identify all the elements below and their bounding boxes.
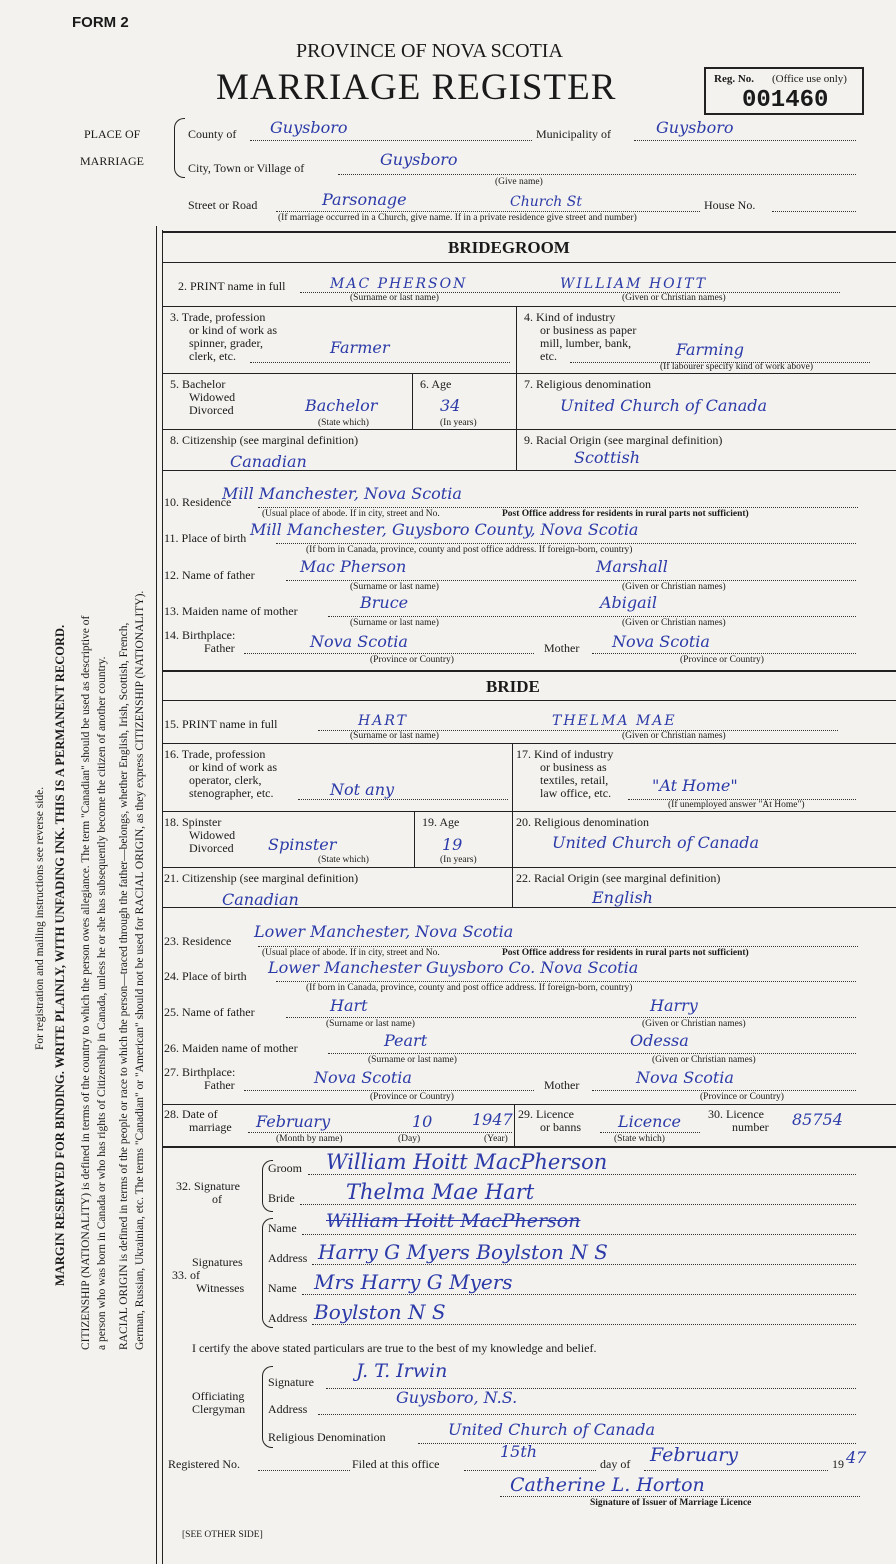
birth-caption: (If born in Canada, province, county and post office address. If foreign-born, country) [306,545,633,555]
date-label-1: 28. Date of [164,1107,218,1121]
groom-signature: William Hoitt MacPherson [326,1150,608,1174]
age-caption: (In years) [440,418,477,428]
groom-industry-label-4: etc. [540,349,557,363]
day-of-label: day of [600,1457,631,1471]
bride-signature: Thelma Mae Hart [346,1180,535,1204]
city-value: Guysboro [380,150,458,169]
bride-state-caption: (State which) [318,855,369,865]
bride-trade-label-3: operator, clerk, [189,773,262,787]
residence-caption-bold: Post Office address for residents in rural parts not sufficient) [502,509,749,519]
groom-status-label-3: Divorced [189,403,234,417]
filed-year: 47 [846,1448,867,1467]
licence-caption: (State which) [614,1134,665,1144]
groom-birth-label: 11. Place of birth [164,531,247,545]
groom-trade: Farmer [330,338,390,357]
bp-mother-caption: (Province or Country) [680,655,764,665]
bride-father-label: 25. Name of father [164,1005,255,1019]
province-title: PROVINCE OF NOVA SCOTIA [296,40,563,62]
county-value: Guysboro [270,118,348,137]
bride-industry: "At Home" [652,776,738,795]
bride-trade: Not any [330,780,395,799]
marriage-label: MARRIAGE [80,154,145,168]
groom-name-label: 2. PRINT name in full [178,279,286,293]
bride-racial-label: 22. Racial Origin (see marginal definition) [516,871,721,885]
bride-industry-label-1: 17. Kind of industry [516,747,614,761]
bride-industry-label-4: law office, etc. [540,786,612,800]
bride-given-caption: (Given or Christian names) [622,731,726,741]
witness-label-1: Signatures [192,1255,243,1269]
groom-trade-label-3: spinner, grader, [189,336,264,350]
groom-industry-label-3: mill, lumber, bank, [540,336,632,350]
bride-mother-label: 26. Maiden name of mother [164,1041,298,1055]
street-value-2: Church St [510,194,582,210]
groom-sig-label: Groom [268,1161,302,1175]
bride-industry-label-3: textiles, retail, [540,773,609,787]
place-label: PLACE OF [84,127,141,141]
bridegroom-heading: BRIDEGROOM [448,238,570,257]
year-prefix: 19 [832,1457,844,1471]
bride-father-given-caption: (Given or Christian names) [642,1019,746,1029]
side-note-4: a person who was born in Canada or who has rights of Citizenship in Canada, unless he or she has subsequently become the citizen of another country. [96,656,108,1350]
reg-number: 001460 [742,87,829,114]
date-label-2: marriage [189,1120,232,1134]
bride-surname: HART [358,713,408,729]
bride-status: Spinster [268,835,337,854]
side-note-3: CITIZENSHIP (NATIONALITY) is defined in terms of the country to which the person owes allegiance. The term "Canadian" should be used as descriptive of [80,615,92,1350]
groom-racial: Scottish [574,448,641,467]
side-note-6: German, Russian, Ukrainian, etc. The terms "Canadian" or "American" should not be used for RACIAL ORIGIN, as they express CITIZENSHIP (NATIONALITY). [134,590,146,1350]
bride-citizenship-label: 21. Citizenship (see marginal definition) [164,871,359,885]
groom-industry: Farming [676,340,745,359]
filed-day: 15th [500,1442,538,1461]
clergy-label-1: Officiating [192,1389,245,1403]
bride-birth: Lower Manchester Guysboro Co. Nova Scotia [268,958,639,977]
bride-trade-label-1: 16. Trade, profession [164,747,266,761]
bride-mother-given: Odessa [630,1031,689,1050]
groom-given: WILLIAM HOITT [560,276,708,292]
reg-no-box [704,67,864,115]
clergy-label-2: Clergyman [192,1402,246,1416]
surname-caption: (Surname or last name) [350,293,439,303]
w1-address: Harry G Myers Boylston N S [318,1240,608,1264]
bride-father-given: Harry [650,996,698,1015]
county-label: County of [188,127,237,141]
groom-bp-father: Nova Scotia [310,632,408,651]
groom-religion: United Church of Canada [560,396,768,415]
bride-surname-caption: (Surname or last name) [350,731,439,741]
w2-address: Boylston N S [314,1300,446,1324]
w2-name: Mrs Harry G Myers [314,1270,513,1294]
licence-number: 85754 [792,1110,843,1129]
bride-residence: Lower Manchester, Nova Scotia [254,922,514,941]
groom-bp-father-label: Father [204,641,235,655]
municipality-label: Municipality of [536,127,611,141]
groom-status: Bachelor [305,396,378,415]
groom-mother-label: 13. Maiden name of mother [164,604,298,618]
registered-label: Registered No. [168,1457,240,1471]
bride-mother-given-caption: (Given or Christian names) [652,1055,756,1065]
groom-age-label: 6. Age [420,377,452,391]
municipality-value: Guysboro [656,118,734,137]
bride-birth-label: 24. Place of birth [164,969,247,983]
number-label-2: number [732,1120,769,1134]
licence-label-1: 29. Licence [518,1107,574,1121]
issuer-caption: Signature of Issuer of Marriage Licence [590,1498,752,1508]
bride-bp-father-caption: (Province or Country) [370,1092,454,1102]
clergy-sig-label: Signature [268,1375,314,1389]
groom-residence: Mill Manchester, Nova Scotia [222,484,462,503]
w1-name: William Hoitt MacPherson [326,1210,581,1232]
groom-residence-label: 10. Residence [164,495,232,509]
filed-label: Filed at this office [352,1457,440,1471]
father-given-caption: (Given or Christian names) [622,582,726,592]
father-surname-caption: (Surname or last name) [350,582,439,592]
bride-birth-caption: (If born in Canada, province, county and post office address. If foreign-born, country) [306,983,633,993]
marriage-day: 10 [412,1112,433,1131]
bride-racial: English [592,888,653,907]
marriage-year: 1947 [472,1110,513,1129]
groom-industry-label-2: or business as paper [540,323,637,337]
bride-industry-label-2: or business as [540,760,607,774]
bride-sig-label: Bride [268,1191,295,1205]
place-brace [174,118,185,178]
witness-label-3: Witnesses [196,1281,245,1295]
groom-father-label: 12. Name of father [164,568,255,582]
groom-bp-label: 14. Birthplace: [164,628,236,642]
bride-status-label-1: 18. Spinster [164,815,222,829]
bride-bp-mother-caption: (Province or Country) [700,1092,784,1102]
month-caption: (Month by name) [276,1134,343,1144]
groom-birth: Mill Manchester, Guysboro County, Nova Scotia [250,520,639,539]
bride-age: 19 [442,835,463,854]
given-caption: (Given or Christian names) [622,293,726,303]
bride-bp-mother-label: Mother [544,1078,580,1092]
bride-father-surname: Hart [330,996,368,1015]
bride-bp-father: Nova Scotia [314,1068,412,1087]
filed-month: February [650,1444,739,1466]
groom-age: 34 [440,396,461,415]
bride-trade-label-2: or kind of work as [189,760,277,774]
w1-name-label: Name [268,1221,297,1235]
bride-given: THELMA MAE [552,713,677,729]
house-label: House No. [704,198,756,212]
bride-mother-surname-caption: (Surname or last name) [368,1055,457,1065]
number-label-1: 30. Licence [708,1107,764,1121]
bride-residence-label: 23. Residence [164,934,232,948]
bride-bp-mother: Nova Scotia [636,1068,734,1087]
mother-surname-caption: (Surname or last name) [350,618,439,628]
side-note-2: MARGIN RESERVED FOR BINDING. WRITE PLAINLY, WITH UNFADING INK. THIS IS A PERMANENT RECORD. [53,624,67,1286]
residence-caption: (Usual place of abode. If in city, street and No. [262,509,440,519]
groom-status-label-1: 5. Bachelor [170,377,226,391]
day-caption: (Day) [398,1134,421,1144]
bride-bp-label: 27. Birthplace: [164,1065,236,1079]
street-value-1: Parsonage [322,190,407,209]
form-label: FORM 2 [72,14,129,31]
groom-trade-label-4: clerk, etc. [189,349,236,363]
groom-status-label-2: Widowed [189,390,236,404]
street-label: Street or Road [188,198,258,212]
bride-residence-caption-bold: Post Office address for residents in rural parts not sufficient) [502,948,749,958]
groom-citizenship-label: 8. Citizenship (see marginal definition) [170,433,359,447]
issuer-signature: Catherine L. Horton [510,1474,705,1496]
see-other-side: [SEE OTHER SIDE] [182,1530,263,1540]
city-label: City, Town or Village of [188,161,305,175]
bride-religion-label: 20. Religious denomination [516,815,649,829]
licence-value: Licence [618,1112,681,1131]
bride-status-label-2: Widowed [189,828,236,842]
bride-age-label: 19. Age [422,815,460,829]
marriage-month: February [256,1112,331,1131]
bride-heading: BRIDE [486,677,540,696]
bride-mother-surname: Peart [384,1031,428,1050]
street-caption: (If marriage occurred in a Church, give name. If in a private residence give street and number) [278,213,637,223]
state-caption: (State which) [318,418,369,428]
bride-age-caption: (In years) [440,855,477,865]
bride-industry-caption: (If unemployed answer "At Home") [668,800,805,810]
bride-father-surname-caption: (Surname or last name) [326,1019,415,1029]
witness-label-2: 33. of [172,1268,200,1282]
bride-trade-label-4: stenographer, etc. [189,786,274,800]
sig-label-2: of [212,1192,222,1206]
groom-surname: MAC PHERSON [330,276,468,292]
give-name-caption: (Give name) [495,177,543,187]
w1-address-label: Address [268,1251,308,1265]
groom-trade-label-1: 3. Trade, profession [170,310,266,324]
groom-religion-label: 7. Religious denomination [524,377,651,391]
reg-no-label: Reg. No. [714,73,755,85]
w2-address-label: Address [268,1311,308,1325]
clergy-signature: J. T. Irwin [356,1360,448,1382]
clergy-address: Guysboro, N.S. [396,1388,518,1407]
clergy-denomination: United Church of Canada [448,1420,656,1439]
page-title: MARRIAGE REGISTER [216,67,617,108]
clergy-denomination-label: Religious Denomination [268,1430,386,1444]
bride-bp-father-label: Father [204,1078,235,1092]
bride-residence-caption: (Usual place of abode. If in city, street and No. [262,948,440,958]
bride-religion: United Church of Canada [552,833,760,852]
groom-mother-surname: Bruce [360,593,409,612]
bride-status-label-3: Divorced [189,841,234,855]
groom-father-surname: Mac Pherson [300,557,407,576]
licence-label-2: or banns [540,1120,581,1134]
groom-industry-label-1: 4. Kind of industry [524,310,616,324]
side-note-5: RACIAL ORIGIN is defined in terms of the people or race to which the person—traced through the father—belongs, whether English, Irish, Scottish, French, [118,622,130,1350]
groom-trade-label-2: or kind of work as [189,323,277,337]
groom-father-given: Marshall [596,557,668,576]
bride-name-label: 15. PRINT name in full [164,717,278,731]
bride-citizenship: Canadian [222,890,299,909]
reg-no-note: (Office use only) [772,73,847,85]
industry-caption: (If labourer specify kind of work above) [660,362,813,372]
sig-label-1: 32. Signature [176,1179,240,1193]
bp-father-caption: (Province or Country) [370,655,454,665]
mother-given-caption: (Given or Christian names) [622,618,726,628]
groom-racial-label: 9. Racial Origin (see marginal definition) [524,433,723,447]
clergy-address-label: Address [268,1402,308,1416]
certify-text: I certify the above stated particulars are true to the best of my knowledge and belief. [192,1341,597,1355]
year-caption: (Year) [484,1134,508,1144]
groom-citizenship: Canadian [230,452,307,471]
side-note-1: For registration and mailing instructions see reverse side. [34,786,46,1050]
groom-bp-mother: Nova Scotia [612,632,710,651]
groom-bp-mother-label: Mother [544,641,580,655]
w2-name-label: Name [268,1281,297,1295]
groom-mother-given: Abigail [600,593,657,612]
